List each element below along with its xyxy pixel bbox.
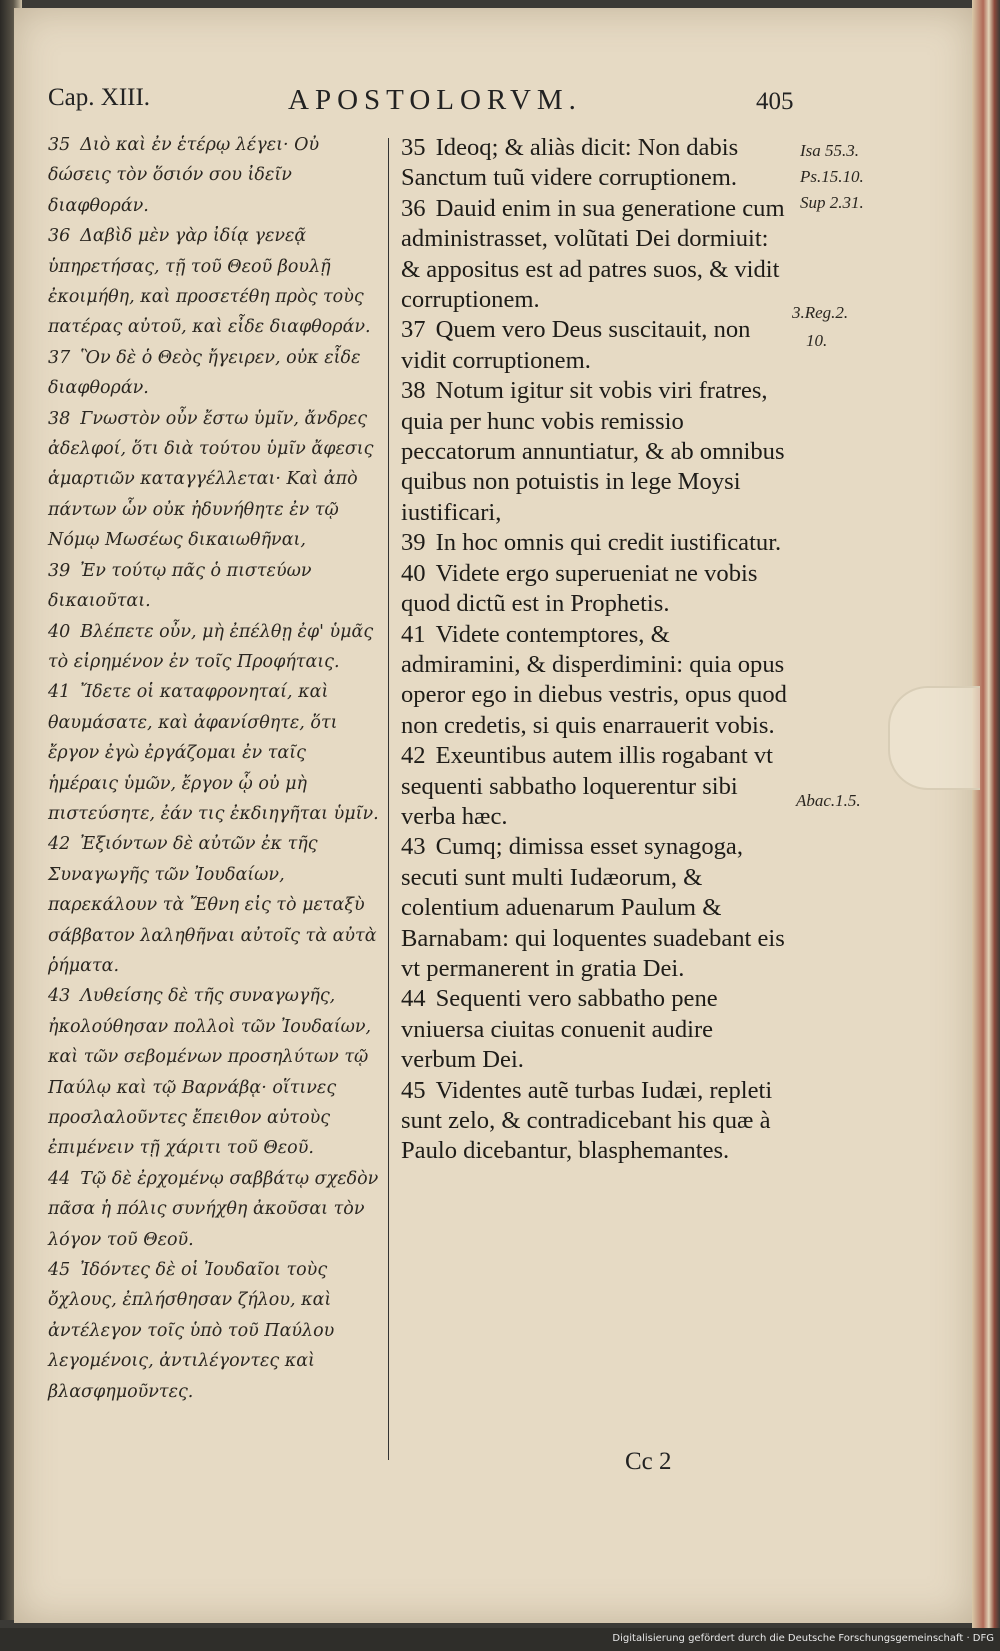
latin-verse <box>401 133 791 194</box>
verse-number: 40 <box>401 559 426 587</box>
digitization-credit: Digitalisierung gefördert durch die Deutsche Forschungsgemeinschaft · DFG <box>612 1633 994 1644</box>
greek-verse <box>48 343 380 404</box>
latin-verse <box>401 528 791 558</box>
latin-verse <box>401 984 791 1075</box>
verse-text: Ἰδόντες δὲ οἱ Ἰουδαῖοι τοὺς ὄχλους, ἐπλήσθησαν ζήλου, καὶ ἀντέλεγον τοῖς ὑπὸ τοῦ Παύλου λεγομένοις, ἀντιλέγοντες καὶ βλασφημοῦντες. <box>48 1260 335 1402</box>
verse-number: 45 <box>48 1260 71 1281</box>
verse-text: Videte ergo superueniat ne vobis quod dictũ est in Prophetis. <box>401 559 758 618</box>
verse-text: In hoc omnis qui credit iustificatur. <box>435 529 782 557</box>
greek-verse <box>48 1255 380 1407</box>
greek-verse <box>48 556 380 617</box>
verse-number: 42 <box>401 742 426 770</box>
latin-verse <box>401 1076 791 1167</box>
verse-number: 44 <box>401 985 426 1013</box>
greek-verse <box>48 221 380 343</box>
margin-note-ps: Ps.15.10. <box>800 167 864 186</box>
verse-text: Βλέπετε οὖν, μὴ ἐπέλθῃ ἐφ' ὑμᾶς τὸ εἰρημένον ἐν τοῖς Προφήταις. <box>48 621 374 672</box>
catchword: Cc 2 <box>625 1448 672 1475</box>
verse-text: Ἴδετε οἱ καταφρονηταί, καὶ θαυμάσατε, καὶ ἀφανίσθητε, ὅτι ἔργον ἐγὼ ἐργάζομαι ἐν ταῖς ἡμέραις ὑμῶν, ἔργον ᾧ οὐ μὴ πιστεύσητε, ἐάν τις ἐκδιηγῆται ὑμῖν. <box>48 682 379 824</box>
latin-verse <box>401 559 791 620</box>
verse-text: Cumq; dimissa esset synagoga, secuti sunt multi Iudæorum, & colentium aduenarum Paulum & Barnabam: qui loquentes suadebant eis vt permanerent in gratia Dei. <box>401 833 785 982</box>
verse-number: 43 <box>48 986 71 1007</box>
greek-verse <box>48 829 380 981</box>
greek-verse <box>48 677 380 829</box>
latin-verse <box>401 376 791 528</box>
latin-verse <box>401 620 791 742</box>
verse-number: 38 <box>48 408 71 429</box>
verse-number: 36 <box>48 226 71 247</box>
latin-column <box>401 133 791 1167</box>
verse-text: Quem vero Deus suscitauit, non vidit corruptionem. <box>401 316 751 374</box>
margin-note-reg: 3.Reg.2. <box>792 303 849 322</box>
greek-verse <box>48 981 380 1163</box>
page-clip <box>888 686 980 790</box>
verse-number: 43 <box>401 833 426 861</box>
verse-text: Notum igitur sit vobis viri fratres, quia per hunc vobis remissio peccatorum annuntiatur, & ab omnibus quibus non potuistis in lege Moysi iustificari, <box>401 377 785 526</box>
verse-number: 35 <box>401 134 426 161</box>
latin-verse <box>401 315 791 376</box>
verse-text: Sequenti vero sabbatho pene vniuersa ciuitas conuenit audire verbum Dei. <box>401 985 718 1074</box>
column-divider <box>388 138 389 1460</box>
verse-text: Λυθείσης δὲ τῆς συναγωγῆς, ἠκολούθησαν πολλοὶ τῶν Ἰουδαίων, καὶ τῶν σεβομένων προσηλύτων τῷ Παύλῳ καὶ τῷ Βαρνάβᾳ· οἵτινες προσλαλοῦντες ἔπειθον αὐτοὺς ἐπιμένειν τῇ χάριτι τοῦ Θεοῦ. <box>48 986 372 1159</box>
greek-verse <box>48 617 380 678</box>
verse-text: Exeuntibus autem illis rogabant vt sequenti sabbatho loquerentur sibi verba hæc. <box>401 742 774 830</box>
greek-verse <box>48 404 380 556</box>
book-title: APOSTOLORVM. <box>288 84 582 116</box>
verse-text: Dauid enim in sua generatione cum administrasset, volũtati Dei dormiuit: & appositus est ad patres suos, & vidit corruptionem. <box>401 194 785 314</box>
verse-number: 41 <box>48 682 71 703</box>
verse-number: 39 <box>48 560 71 581</box>
verse-text: Ἐξιόντων δὲ αὐτῶν ἐκ τῆς Συναγωγῆς τῶν Ἰουδαίων, παρεκάλουν τὰ Ἔθνη εἰς τὸ μεταξὺ σάββατον λαληθῆναι αὐτοῖς τὰ αὐτὰ ῥήματα. <box>48 834 377 976</box>
margin-note-reg-verse: 10. <box>806 331 828 350</box>
verse-text: Δαβὶδ μὲν γὰρ ἰδίᾳ γενεᾷ ὑπηρετήσας, τῇ τοῦ Θεοῦ βουλῇ ἐκοιμήθη, καὶ προσετέθη πρὸς τοὺς πατέρας αὐτοῦ, καὶ εἶδε διαφθοράν. <box>48 226 371 338</box>
greek-column <box>48 130 380 1407</box>
greek-verse <box>48 130 380 221</box>
verse-number: 39 <box>401 529 426 557</box>
verse-text: Videntes autẽ turbas Iudæi, repleti sunt zelo, & contradicebant his quæ à Paulo dicebantur, blasphemantes. <box>401 1076 773 1165</box>
verse-text: Γνωστὸν οὖν ἔστω ὑμῖν, ἄνδρες ἀδελφοί, ὅτι διὰ τούτου ὑμῖν ἄφεσις ἁμαρτιῶν καταγγέλλεται· Καὶ ἀπὸ πάντων ὧν οὐκ ἠδυνήθητε ἐν τῷ Νόμῳ Μωσέως δικαιωθῆναι, <box>48 408 374 551</box>
verse-number: 35 <box>48 135 71 155</box>
verse-number: 37 <box>48 347 71 368</box>
latin-verse <box>401 832 791 984</box>
verse-text: Videte contemptores, & admiramini, & disperdimini: quia opus operor ego in diebus vestris, opus quod non credetis, si quis enarrauerit vobis. <box>401 620 787 739</box>
greek-verse <box>48 1164 380 1255</box>
verse-text: Ὃν δὲ ὁ Θεὸς ἤγειρεν, οὐκ εἶδε διαφθοράν. <box>48 347 361 399</box>
page-edges <box>972 0 1000 1630</box>
margin-note-abac: Abac.1.5. <box>796 791 861 810</box>
margin-note-sup: Sup 2.31. <box>800 193 864 212</box>
latin-verse <box>401 741 791 832</box>
chapter-heading: Cap. XIII. <box>48 84 151 111</box>
verse-text: Ideoq; & aliàs dicit: Non dabis Sanctum tuũ videre corruptionem. <box>401 134 739 192</box>
verse-number: 42 <box>48 834 71 855</box>
verse-text: Ἐν τούτῳ πᾶς ὁ πιστεύων δικαιοῦται. <box>48 560 312 612</box>
verse-number: 38 <box>401 377 426 405</box>
page-number: 405 <box>756 88 794 115</box>
verse-text: Τῷ δὲ ἐρχομένῳ σαββάτῳ σχεδὸν πᾶσα ἡ πόλις συνήχθη ἀκοῦσαι τὸν λόγον τοῦ Θεοῦ. <box>48 1168 379 1250</box>
latin-verse <box>401 194 791 316</box>
verse-number: 36 <box>401 194 426 222</box>
verse-number: 44 <box>48 1168 71 1189</box>
margin-note-isa: Isa 55.3. <box>800 141 860 160</box>
verse-number: 40 <box>48 621 71 642</box>
verse-number: 41 <box>401 620 426 648</box>
verse-number: 45 <box>401 1076 426 1104</box>
verse-text: Διὸ καὶ ἐν ἑτέρῳ λέγει· Οὐ δώσεις τὸν ὅσιόν σου ἰδεῖν διαφθοράν. <box>48 135 320 216</box>
verse-number: 37 <box>401 316 426 344</box>
running-header <box>48 84 808 124</box>
